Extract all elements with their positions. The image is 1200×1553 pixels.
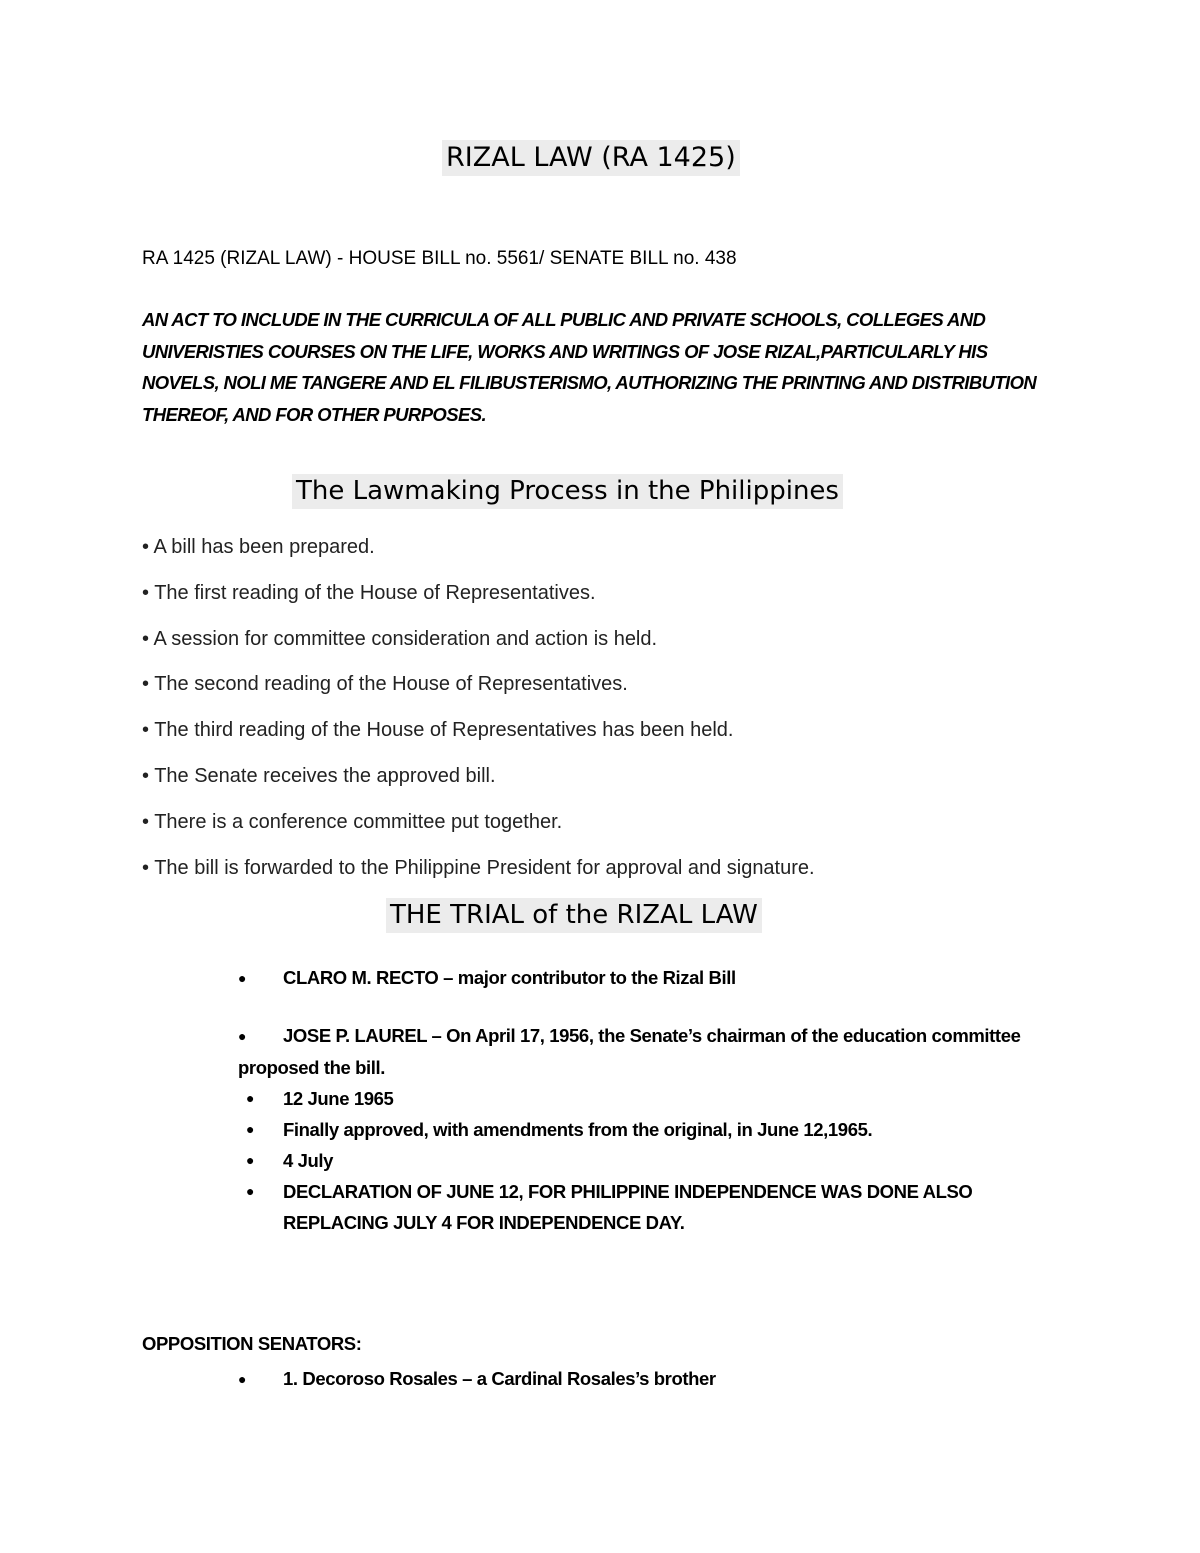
- bullet-icon: ●: [238, 1028, 247, 1044]
- act-title: AN ACT TO INCLUDE IN THE CURRICULA OF ALL PUBLIC AND PRIVATE SCHOOLS, COLLEGES AND UNIVERISTIES COURSES ON THE LIFE, WORKS AND WRITINGS OF JOSE RIZAL,PARTICULARLY HIS NOVELS, NOLI ME TANGERE AND EL FILIBUSTERISMO, AUTHORIZING THE PRINTING AND DISTRIBUTION THEREOF, AND FOR OTHER PURPOSES.: [142, 309, 1037, 425]
- bullet-icon: ●: [246, 1090, 255, 1106]
- opposition-list: [238, 1363, 716, 1395]
- bill-reference: RA 1425 (RIZAL LAW) - HOUSE BILL no. 5561/ SENATE BILL no. 438: [142, 248, 737, 269]
- bullet-icon: ●: [246, 1152, 255, 1168]
- list-item: [238, 1176, 1038, 1238]
- list-item: • The bill is forwarded to the Philippine President for approval and signature.: [142, 856, 815, 879]
- list-item-text: CLARO M. RECTO – major contributor to the Rizal Bill: [283, 967, 736, 988]
- list-item: [238, 1083, 1038, 1114]
- bullet-icon: ●: [246, 1183, 255, 1199]
- bullet-icon: ●: [238, 970, 247, 986]
- list-item: [238, 1363, 716, 1395]
- list-item: [238, 1114, 1038, 1145]
- trial-list: [238, 962, 1038, 1238]
- lawmaking-steps-list: [142, 533, 815, 899]
- list-item-text: 4 July: [283, 1150, 334, 1171]
- list-item-text: 12 June 1965: [283, 1088, 394, 1109]
- list-item-text: Finally approved, with amendments from the original, in June 12,1965.: [283, 1119, 873, 1140]
- list-item: [238, 1020, 1038, 1083]
- list-item: • The third reading of the House of Representatives has been held.: [142, 719, 734, 742]
- lawmaking-heading: The Lawmaking Process in the Philippines: [292, 474, 843, 509]
- list-item-text: JOSE P. LAUREL – On April 17, 1956, the Senate’s chairman of the education committee proposed the bill.: [238, 1025, 1021, 1078]
- list-item: [238, 1145, 1038, 1176]
- opposition-label: OPPOSITION SENATORS:: [142, 1333, 362, 1354]
- bullet-icon: ●: [246, 1121, 255, 1137]
- list-item: • A bill has been prepared.: [142, 536, 375, 558]
- bullet-icon: ●: [238, 1371, 247, 1387]
- list-item: • A session for committee consideration and action is held.: [142, 627, 658, 650]
- list-item: • The Senate receives the approved bill.: [142, 764, 496, 787]
- list-item: • There is a conference committee put together.: [142, 810, 563, 833]
- list-item: • The first reading of the House of Representatives.: [142, 581, 596, 604]
- list-item: [238, 962, 1038, 994]
- trial-heading: THE TRIAL of the RIZAL LAW: [386, 898, 762, 933]
- list-item-text: DECLARATION OF JUNE 12, FOR PHILIPPINE INDEPENDENCE WAS DONE ALSO REPLACING JULY 4 FOR INDEPENDENCE DAY.: [283, 1181, 973, 1233]
- page-title: RIZAL LAW (RA 1425): [442, 140, 740, 176]
- list-item: • The second reading of the House of Representatives.: [142, 673, 628, 696]
- list-item-text: 1. Decoroso Rosales – a Cardinal Rosales’s brother: [283, 1368, 716, 1389]
